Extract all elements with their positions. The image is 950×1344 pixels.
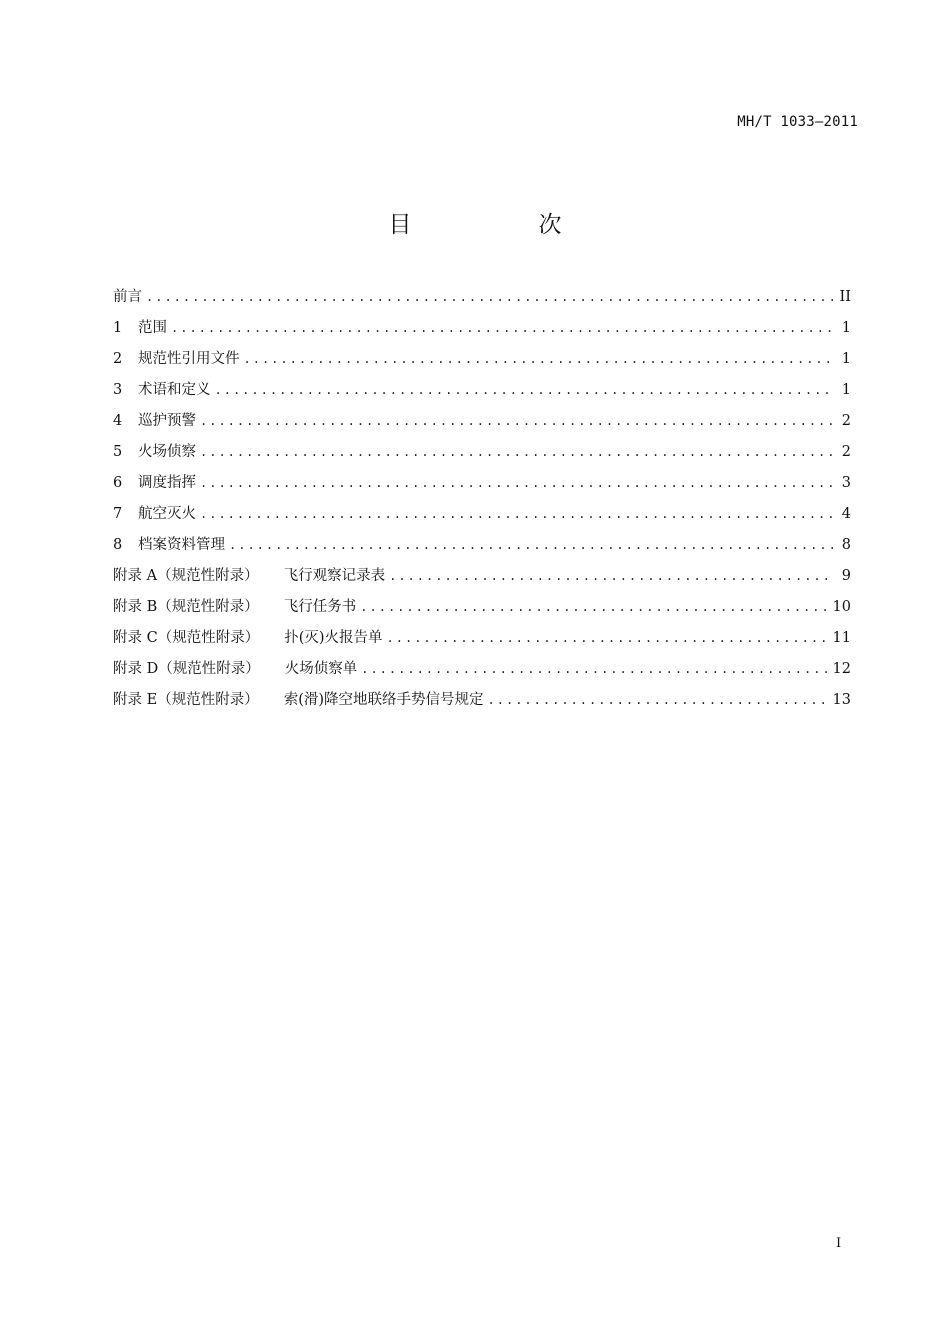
page-title: 目 次 (388, 212, 614, 238)
dot-leader (200, 468, 833, 499)
toc-entry-4[interactable] (113, 406, 851, 437)
toc-entry-6[interactable] (113, 468, 851, 499)
toc-entry-page: 12 (832, 661, 851, 677)
toc-entry-number: 5 (113, 444, 123, 460)
toc-entry-title: 飞行观察记录表 (283, 568, 386, 584)
toc-entry-page: 8 (841, 537, 851, 553)
toc-entry-3[interactable] (113, 375, 851, 406)
toc-entry-title: 飞行任务书 (283, 599, 357, 615)
page-number: I (836, 1236, 842, 1251)
toc-entry-appendix-c[interactable] (113, 623, 851, 654)
toc-entry-1[interactable] (113, 313, 851, 344)
dot-leader (200, 437, 833, 468)
toc-entry-title: 巡护预警 (138, 413, 196, 429)
toc-entry-page: 1 (841, 382, 851, 398)
dot-leader (215, 375, 834, 406)
dot-leader (389, 561, 833, 592)
toc-entry-2[interactable] (113, 344, 851, 375)
dot-leader (361, 654, 828, 685)
toc-entry-title: 扑(灭)火报告单 (284, 630, 383, 646)
toc-entry-title: 索(滑)降空地联络手势信号规定 (283, 692, 484, 708)
appendix-prefix: 附录 C（规范性附录） (113, 630, 260, 646)
dot-leader (171, 313, 833, 344)
dot-leader (200, 499, 833, 530)
toc-entry-number: 8 (113, 537, 123, 553)
toc-entry-title: 前言 (113, 289, 142, 305)
dot-leader (488, 685, 829, 716)
toc-entry-appendix-a[interactable] (113, 561, 851, 592)
dot-leader (360, 592, 828, 623)
toc-entry-page: 2 (841, 444, 851, 460)
toc-entry-8[interactable] (113, 530, 851, 561)
toc-entry-title: 档案资料管理 (138, 537, 225, 553)
toc-entry-page: II (839, 289, 851, 305)
toc-entry-number: 2 (113, 351, 123, 367)
toc-entry-title: 火场侦察 (138, 444, 196, 460)
toc-entry-number: 6 (113, 475, 123, 491)
toc-entry-foreword[interactable] (113, 282, 851, 313)
toc-entry-title: 范围 (138, 320, 167, 336)
table-of-contents (113, 282, 851, 716)
toc-entry-5[interactable] (113, 437, 851, 468)
toc-entry-page: 11 (832, 630, 851, 646)
toc-entry-title: 火场侦察单 (284, 661, 358, 677)
dot-leader (229, 530, 833, 561)
toc-entry-page: 10 (832, 599, 851, 615)
toc-entry-page: 13 (832, 692, 851, 708)
toc-entry-page: 3 (841, 475, 851, 491)
toc-entry-number: 4 (113, 413, 123, 429)
document-code: MH/T 1033—2011 (737, 114, 858, 130)
toc-entry-number: 1 (113, 320, 123, 336)
toc-entry-7[interactable] (113, 499, 851, 530)
appendix-prefix: 附录 E（规范性附录） (113, 692, 259, 708)
toc-entry-page: 1 (841, 320, 851, 336)
dot-leader (244, 344, 834, 375)
dot-leader (146, 282, 833, 313)
toc-entry-number: 3 (113, 382, 123, 398)
toc-entry-title: 调度指挥 (138, 475, 196, 491)
appendix-prefix: 附录 A（规范性附录） (113, 568, 259, 584)
toc-entry-appendix-d[interactable] (113, 654, 851, 685)
dot-leader (200, 406, 833, 437)
toc-entry-page: 4 (841, 506, 851, 522)
appendix-prefix: 附录 D（规范性附录） (113, 661, 260, 677)
toc-entry-number: 7 (113, 506, 123, 522)
toc-entry-title: 术语和定义 (138, 382, 211, 398)
toc-entry-title: 航空灭火 (138, 506, 196, 522)
toc-entry-page: 9 (841, 568, 851, 584)
toc-entry-appendix-e[interactable] (113, 685, 851, 716)
toc-entry-title: 规范性引用文件 (138, 351, 240, 367)
toc-entry-appendix-b[interactable] (113, 592, 851, 623)
appendix-prefix: 附录 B（规范性附录） (113, 599, 259, 615)
toc-entry-page: 1 (841, 351, 851, 367)
toc-entry-page: 2 (841, 413, 851, 429)
dot-leader (387, 623, 829, 654)
